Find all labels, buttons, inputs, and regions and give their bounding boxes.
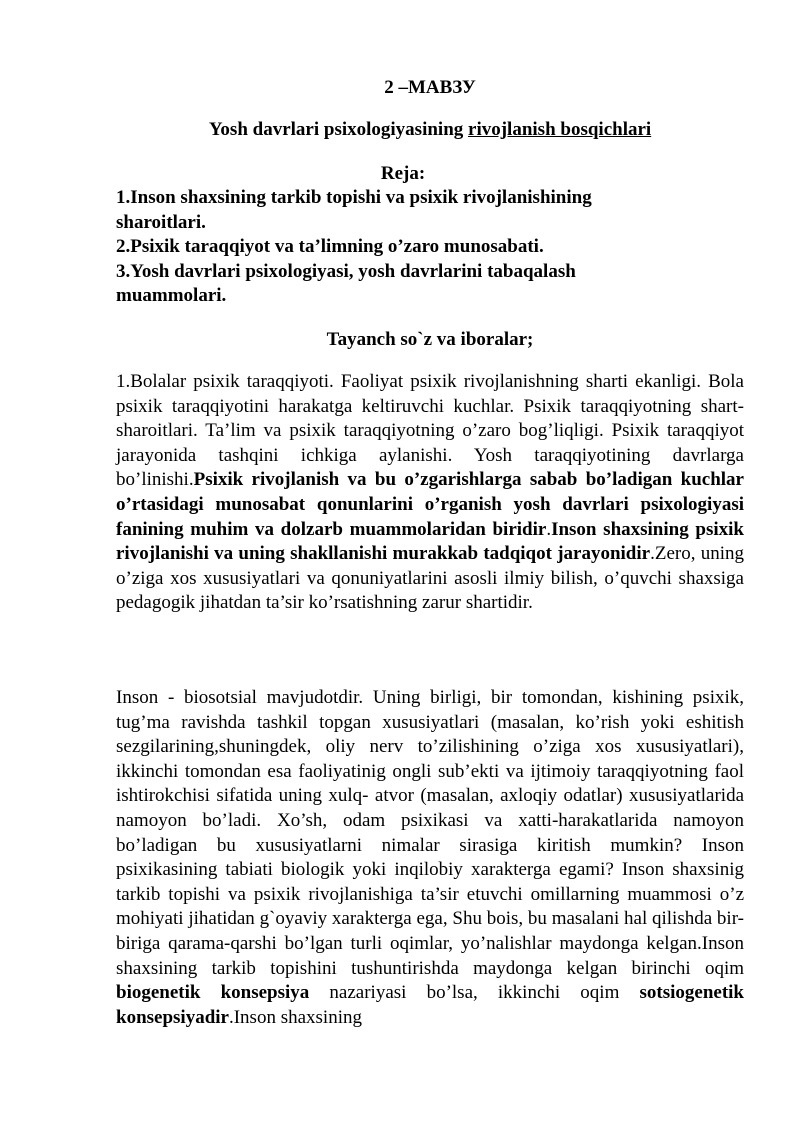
paragraph-bold-text: sotsiogenetik konsepsiyadir bbox=[116, 982, 744, 1028]
paragraph-text: Inson - biosotsial mavjudotdir. Uning birligi, bir tomondan, kishining psixik, tug’ma ravishda tashkil topgan xususiyatlari (masalan, ko’rish yoki eshitish sezgilarining,shuningdek, oliy nerv to’zilishining o’ziga xos xususiyatlari), ikkinchi tomondan esa faoliyatinig ongli sub’ekti va ijtimoiy taraqqiyotning faol ishtirokchisi sifatida uning xulq- atvor (masalan, axloqiy odatlar) xususiyatlarida namoyon bo’ladi. Xo’sh, odam psixikasi va xatti-harakatlarida namoyon bo’ladigan bu xususiyatlarni nimalar sirasiga kiritish mumkin? Inson psixikasining tabiati biologik yoki inqilobiy xarakterga egami? Inson shaxsinig tarkib topishi va psixik rivojlanishiga ta’sir etuvchi omillarning muammosi o’z mohiyati jihatidan g`oyaviy xarakterga ega, Shu bois, bu masalani hal qilishda bir-biriga qarama-qarshi bo’lgan turli oqimlar, yo’nalishlar maydonga kelgan.Inson shaxsining tarkib topishini tushuntirishda maydonga kelgan birinchi oqim bbox=[116, 687, 744, 979]
paragraph-bold-text: biogenetik konsepsiya bbox=[116, 982, 310, 1004]
keywords-heading: Tayanch so`z va iboralar; bbox=[326, 329, 534, 350]
paragraph-2 bbox=[116, 686, 744, 1030]
title-text: Yosh davrlari psixologiyasining bbox=[208, 119, 469, 140]
topic-number: 2 –МАВЗУ bbox=[384, 77, 476, 98]
plan-item: 3.Yosh davrlari psixologiyasi, yosh davrlarini tabaqalash muammolari. bbox=[116, 260, 576, 306]
paragraph-bold-text: Psixik rivojlanish va bu o’zgarishlarga sabab bo’ladigan kuchlar o’rtasidagi munosabat qonunlarini o’rganish yosh davrlari psixologiyasi fanining muhim va dolzarb muammolaridan biridir bbox=[116, 469, 744, 540]
document-title bbox=[116, 118, 744, 142]
paragraph-1 bbox=[116, 370, 744, 616]
plan-list bbox=[116, 186, 676, 309]
plan-item: 1.Inson shaxsining tarkib topishi va psixik rivojlanishining sharoitlari. bbox=[116, 187, 592, 233]
plan-heading: Reja: bbox=[380, 163, 426, 184]
paragraph-text: .Inson shaxsining bbox=[228, 1006, 362, 1028]
plan-item: 2.Psixik taraqqiyot va ta’limning o’zaro munosabati. bbox=[116, 236, 544, 257]
paragraph-text: .Zero, uning o’ziga xos xususiyatlari va qonuniyatlarini asosli ilmiy bilish, o’quvchi shaxsiga pedagogik jihatdan ta’sir ko’rsatishning zarur shartidir. bbox=[116, 543, 744, 614]
paragraph-text: nazariyasi bo’lsa, ikkinchi oqim bbox=[309, 982, 640, 1004]
title-underlined-text: rivojlanish bosqichlari bbox=[468, 119, 652, 140]
paragraph-text: 1.Bolalar psixik taraqqiyoti. Faoliyat psixik rivojlanishning sharti ekanligi. Bola psixik taraqqiyotini harakatga keltiruvchi kuchlar. Psixik taraqqiyotning shart-sharoitlari. Ta’lim va psixik taraqqiyotning o’zaro bog’liqligi. Psixik taraqqiyot jarayonida tashqini ichkiga aylanishi. Yosh taraqqiyotining davrlarga bo’linishi. bbox=[116, 371, 744, 491]
paragraph-bold-text: Inson shaxsining psixik rivojlanishi va uning shakllanishi murakkab tadqiqot jarayonidir bbox=[116, 518, 744, 565]
paragraph-text: . bbox=[546, 518, 552, 540]
